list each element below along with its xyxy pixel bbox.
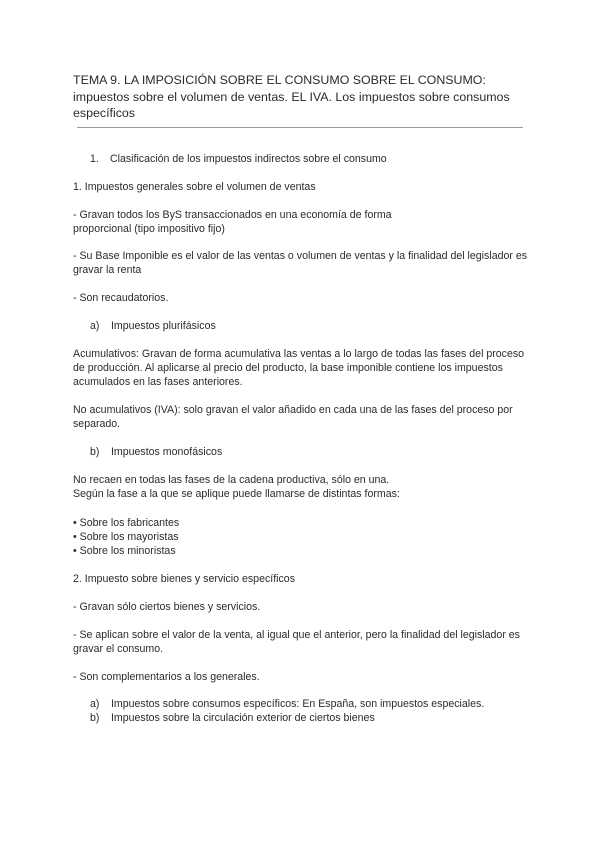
paragraph-recaudatorios: - Son recaudatorios. — [73, 292, 169, 304]
paragraph-no-recaen-line-2: Según la fase a la que se aplique puede llamarse de distintas formas: — [73, 488, 400, 500]
list-text-b: Impuestos monofásicos — [110, 446, 223, 458]
paragraph-no-recaen — [73, 473, 533, 501]
final-list — [90, 697, 530, 725]
section-1-text: Clasificación de los impuestos indirectos sobre el consumo — [109, 153, 387, 165]
paragraph-no-acumulativos: No acumulativos (IVA): solo gravan el valor añadido en cada una de las fases del proceso por separado. — [73, 404, 513, 430]
paragraph-gravan-line-2: proporcional (tipo impositivo fijo) — [73, 223, 225, 235]
bullet-item: • Sobre los fabricantes — [73, 517, 180, 529]
final-list-text: Impuestos sobre consumos específicos: En España, son impuestos especiales. — [110, 698, 485, 710]
bullet-list — [73, 516, 533, 558]
paragraph-gravan-line-1: - Gravan todos los ByS transaccionados en una economía de forma — [73, 209, 392, 221]
section-1-number: 1. — [90, 153, 99, 165]
bullet-item: • Sobre los mayoristas — [73, 531, 179, 543]
document-title: TEMA 9. LA IMPOSICIÓN SOBRE EL CONSUMO SOBRE EL CONSUMO: impuestos sobre el volumen de ventas. EL IVA. Los impuestos sobre consumos específicos — [73, 73, 510, 120]
final-list-text: Impuestos sobre la circulación exterior de ciertos bienes — [110, 712, 375, 724]
bullet-item: • Sobre los minoristas — [73, 545, 176, 557]
paragraph-no-recaen-line-1: No recaen en todas las fases de la cadena productiva, sólo en una. — [73, 474, 390, 486]
paragraph-acumulativos: Acumulativos: Gravan de forma acumulativa las ventas a lo largo de todas las fases del proceso de producción. Al aplicarse al precio del producto, la base imponible contiene los impuestos acumulados en las fases anteriores. — [73, 348, 525, 388]
list-label-b: b) — [90, 446, 100, 458]
final-list-label: b) — [90, 712, 100, 724]
list-item-b-monofasicos — [90, 445, 530, 459]
final-list-label: a) — [90, 698, 100, 710]
paragraph-gravan-solo: - Gravan sólo ciertos bienes y servicios. — [73, 601, 261, 613]
paragraph-complementarios: - Son complementarios a los generales. — [73, 671, 260, 683]
list-label-a: a) — [90, 320, 100, 332]
paragraph-se-aplican: - Se aplican sobre el valor de la venta, al igual que el anterior, pero la finalidad del legislador es gravar el consumo. — [73, 629, 520, 655]
final-list-item — [90, 697, 530, 711]
subheading-specific-taxes: 2. Impuesto sobre bienes y servicio específicos — [73, 573, 295, 585]
title-divider — [77, 127, 523, 128]
subheading-general-taxes: 1. Impuestos generales sobre el volumen de ventas — [73, 181, 316, 193]
list-item-a-plurifasicos — [90, 319, 530, 333]
paragraph-base-imponible: - Su Base Imponible es el valor de las ventas o volumen de ventas y la finalidad del legislador es gravar la renta — [73, 250, 528, 276]
paragraph-gravan-todos — [73, 208, 533, 236]
list-text-a: Impuestos plurifásicos — [110, 320, 216, 332]
final-list-item — [90, 711, 530, 725]
section-1-heading — [90, 152, 530, 166]
